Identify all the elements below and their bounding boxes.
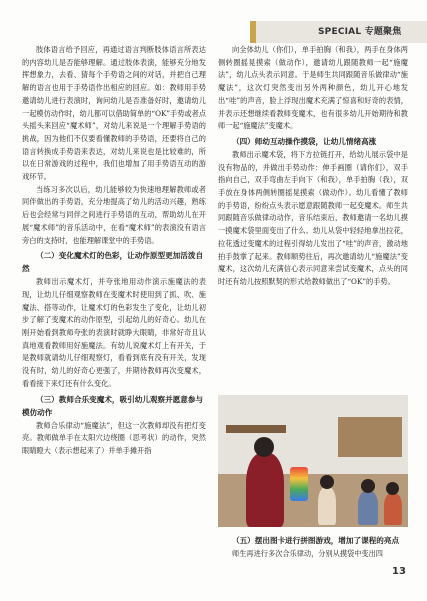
right-para-2: 教师出示魔术袋，将下方拉链打开，给幼儿展示袋中是没有物品的，并做出手势动作：伸手画圈（请你们），双手指向自己，双手弯曲左手向下（和我），单手拍胸（我），双手放在身体两侧转圈摇晃摸索（做动作）。幼儿看懂了教师的手势语，纷纷点头表示愿意跟随教师一起变魔术。师生共同跟随音乐做律动动作，音乐结束后，教师邀请一名幼儿摸一摸魔术袋里面变出了什么。幼儿从袋中轻轻地拿出拉花，拉花透过变魔术的过程引得幼儿发出了“哇”的声音，激动地拍手鼓掌了起来。教师顺势往后，再次邀请幼儿“施魔法”变魔术，这次幼儿充满信心表示同意来尝试变魔术，点头的同时还有幼儿按照默契的形式给教师做出了“OK”的手势。 <box>218 149 408 286</box>
section-heading-4: （四）师幼互动操作摸袋，让幼儿情绪高涨 <box>232 136 377 146</box>
colorful-prop <box>290 467 308 501</box>
right-column <box>218 44 408 289</box>
left-para-3: 教师出示魔术灯，并夸张地用动作演示施魔法的表现，让幼儿仔细观察教师在变魔术时使用到了抓、吹、施魔法、搭等动作，让魔术灯的色彩发生了变化，让幼儿初步了解了变魔术的动作原型，引起幼儿的好奇心。幼儿在刚开始看到教师夸张的表演时就睁大眼睛，非常好奇且认真地观看教师用好施魔法。有幼儿说魔术灯上有开关，于是教师就请幼儿仔细观察灯，看看到底有没有开关，发现没有时，幼儿的好奇心更强了，并期待教师再次变魔术，看看接下来灯还有什么变化。 <box>22 277 206 388</box>
section-heading-3: （三）教师合乐变魔术，吸引幼儿观察并愿意参与模仿动作 <box>22 394 204 417</box>
left-para-4: 教师合乐律动“施魔法”，但这一次教师却没有把灯变亮。教师做单手在太阳穴边绕圈（思考状）的动作，突然眼睛瞪大（表示想起来了）并单手摊开指 <box>22 420 206 455</box>
photo-shelf <box>338 417 402 457</box>
child-figure <box>318 487 336 525</box>
left-para-1: 肢体语言给予回应，再通过语言判断肢体语言所表达的内容幼儿是否能够理解。通过肢体表演，能够充分地发挥想象力，去看、猜每个手势语之间的对话，并把自己理解的语言也用于手势语作出相应的回应。如：教师用手势邀请幼儿进行表演时，询问幼儿是否准备好时，邀请幼儿一起模仿动作时，幼儿都可以借助简单的“OK”手势或者点头摇头来回应“魔术师”，对幼儿来说是一个理解手势语的挑战，因为他们不仅要看懂教师的手势语，还要将自己的语言转换成手势语来表达，对幼儿来说也是比较难的，所以在日常游戏的过程中，我们也增加了用手势语互动的游戏环节。 <box>22 45 206 182</box>
left-para-2: 当练习多次以后，幼儿能够较为快速地理解教师或者同伴做出的手势语，充分地提高了幼儿的活动兴趣，熟练后也会经常与同伴之间进行手势语的互动，帮助幼儿在开展“魔术师”的音乐活动中，在看“魔术师”的表演没有语言旁白的支持时，也能理解课堂中的手势语。 <box>22 184 206 245</box>
child-head <box>320 475 334 489</box>
child-figure <box>358 491 378 525</box>
child-head <box>361 479 375 493</box>
section-heading-5: （五）摆出图卡进行拼图游戏，增加了课程的亮点 <box>232 536 400 545</box>
page-header <box>0 0 427 46</box>
child-figure <box>384 493 402 525</box>
child-head <box>386 482 399 495</box>
right-para-1: 向全体幼儿（你们），单手拍胸（和我），两手在身体两侧转圈摇晃摸索（做动作），邀请幼儿跟随教师一起“施魔法”，幼儿点头表示同意。于是师生共同跟随音乐做律动“施魔法”，这次灯突然变出另外两种颜色，幼儿开心地发出“哇”的声音，脸上浮现出魔术充满了惊喜和好奇的表情，并表示还想继续看教师变魔术，也有很多幼儿开始期待和教师一起“施魔法”变魔术。 <box>218 45 408 131</box>
page-number: 13 <box>392 566 406 577</box>
photo-shelf <box>226 425 286 433</box>
classroom-photo <box>218 395 408 527</box>
teacher-head <box>254 437 274 457</box>
section-label: SPECIAL 专题聚焦 <box>318 27 402 37</box>
section-heading-2: （二）变化魔术灯的色彩，让动作原型更加活泼自然 <box>22 251 204 274</box>
teacher-figure <box>246 453 284 527</box>
right-para-3: 师生再进行多次合乐律动，分别从摸袋中变出四 <box>232 549 383 558</box>
left-column <box>22 44 206 458</box>
right-column-bottom <box>218 532 408 561</box>
